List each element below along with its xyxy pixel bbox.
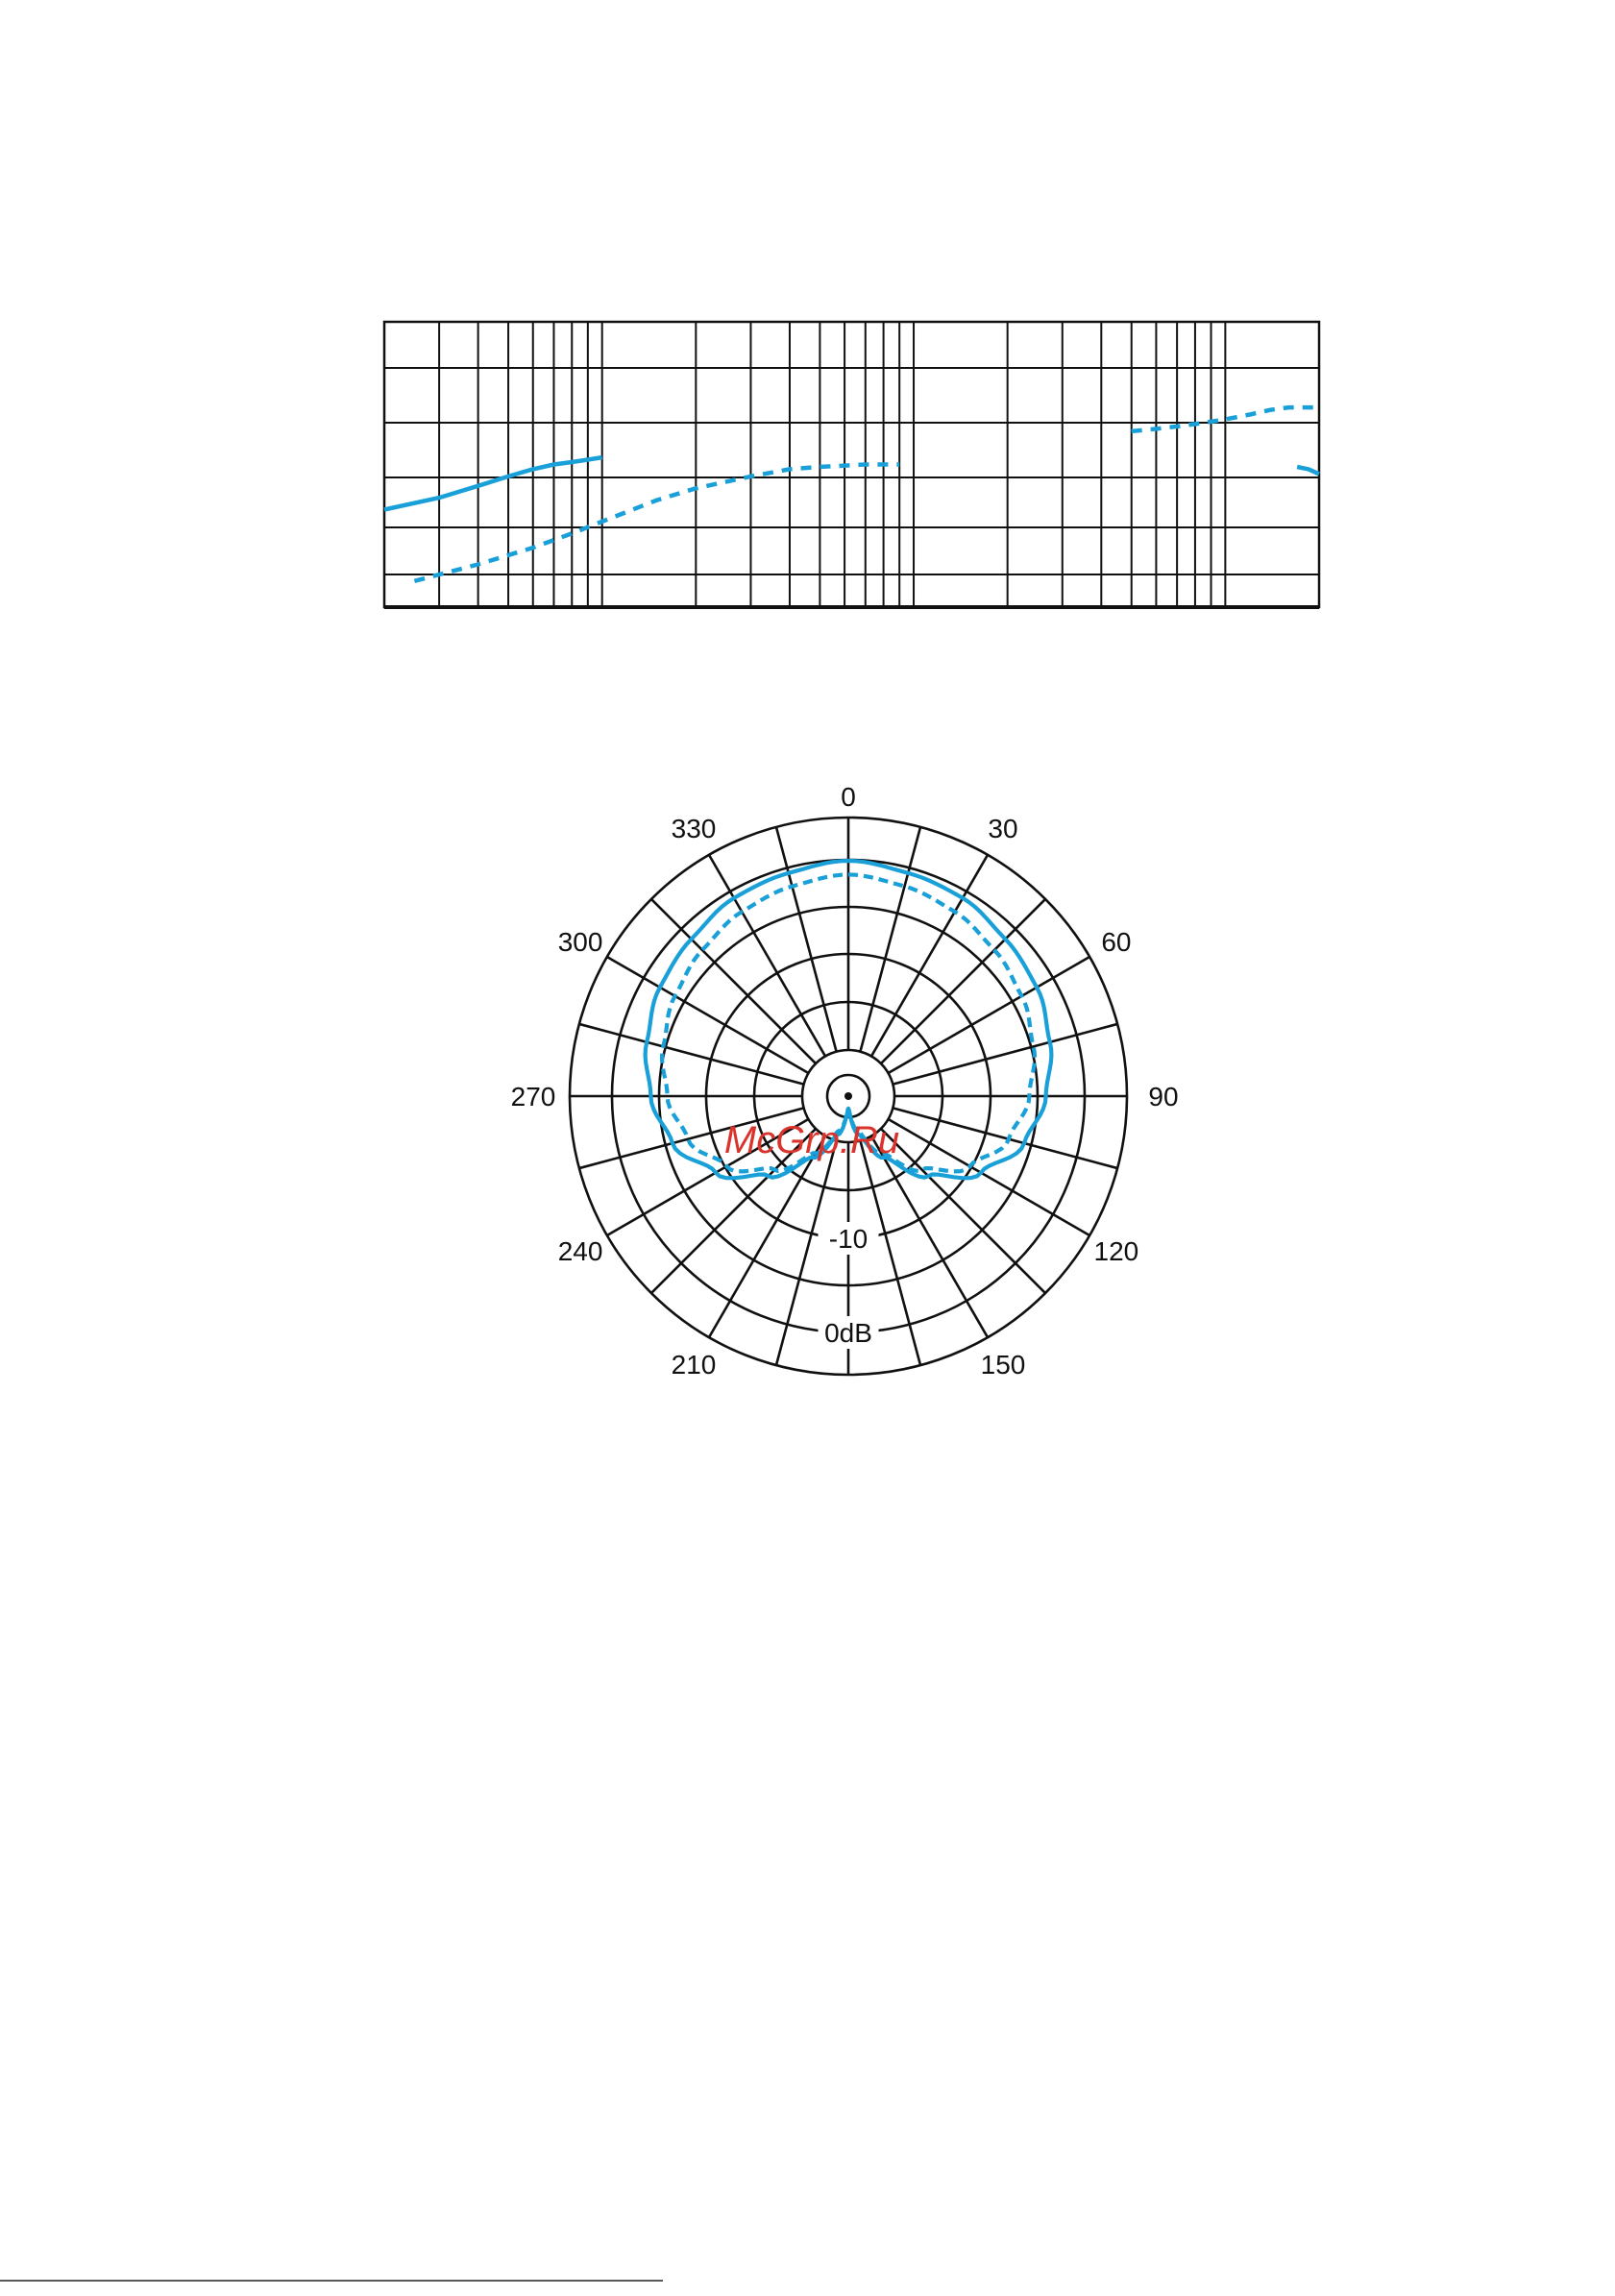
polar-ring-label-0: -10 — [828, 1224, 869, 1254]
polar-grid — [570, 818, 1127, 1375]
polar-angle-label-60: 60 — [1101, 927, 1132, 957]
polar-angle-label-300: 300 — [557, 927, 603, 957]
polar-angle-label-240: 240 — [557, 1236, 603, 1266]
polar-angle-label-270: 270 — [510, 1082, 556, 1111]
polar-angle-label-30: 30 — [988, 814, 1018, 844]
polar-spoke-135 — [881, 1129, 1045, 1293]
freq-frame — [384, 322, 1319, 607]
polar-angle-label-150: 150 — [980, 1349, 1026, 1380]
polar-angle-label-90: 90 — [1148, 1082, 1179, 1111]
freq-series-0-solid — [384, 457, 602, 509]
polar-spoke-315 — [651, 899, 816, 1063]
frequency-response-chart — [0, 0, 1615, 672]
frequency-curves — [384, 407, 1319, 581]
polar-angle-labels — [511, 782, 1179, 1380]
polar-angle-label-210: 210 — [671, 1349, 717, 1380]
frequency-grid — [384, 322, 1319, 607]
polar-angle-label-120: 120 — [1093, 1236, 1139, 1266]
polar-center-dot — [844, 1092, 852, 1100]
polar-angle-label-0: 0 — [841, 782, 856, 812]
polar-ring-label-1: 0dB — [824, 1318, 872, 1348]
footer-rule — [0, 2277, 1615, 2296]
polar-angle-label-330: 330 — [671, 814, 717, 844]
freq-series-3-solid — [1297, 467, 1319, 474]
polar-spoke-45 — [881, 899, 1045, 1063]
polar-pattern-chart — [0, 749, 1615, 2190]
watermark-text: McGrp.Ru — [723, 1119, 900, 1161]
